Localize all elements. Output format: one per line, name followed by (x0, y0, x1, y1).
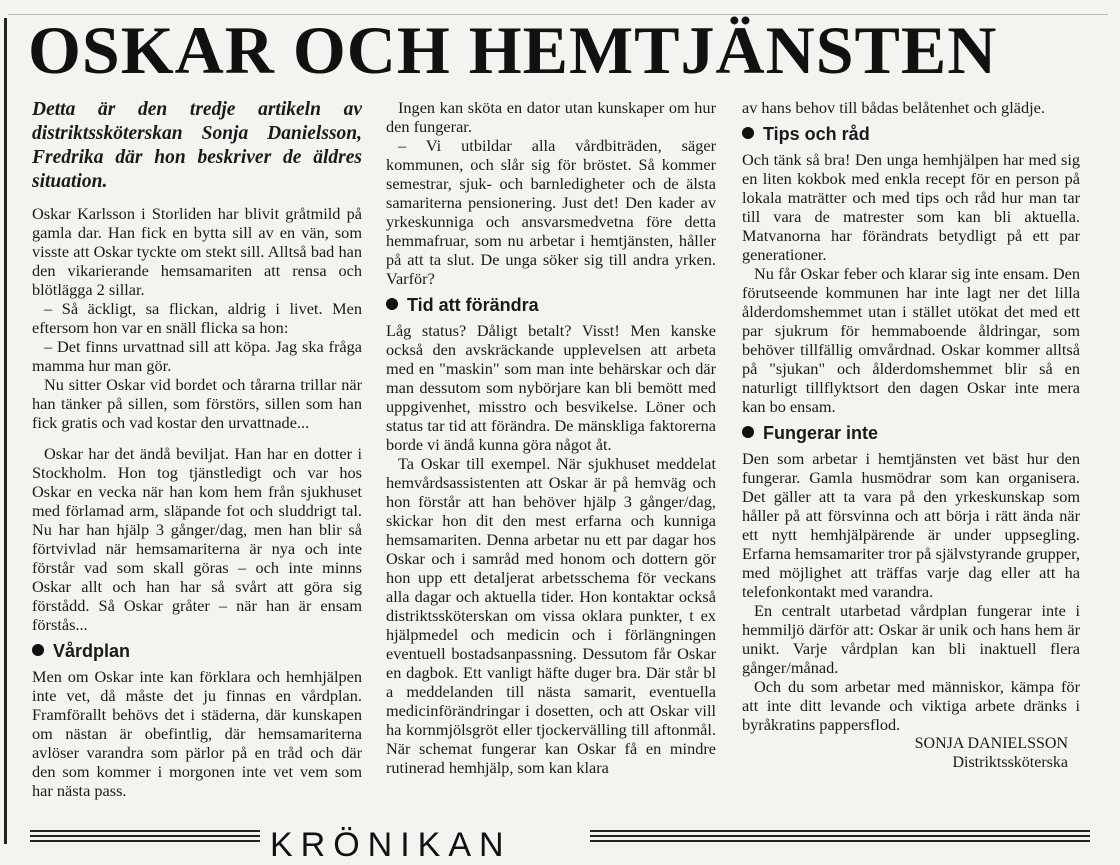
paragraph: – Det finns urvattnad sill att köpa. Jag ska fråga mamma hur man gör. (32, 337, 362, 375)
paragraph: Den som arbetar i hemtjänsten vet bäst hur den fungerar. Gamla husmödrar som kan organisera. Det gäller att ta vara på den yrkeskunskap som håller på att försvinna och att börja i rätt ända när ett nytt hemhjälpärende är under uppsegling. Erfarna hemsamariter tror på självstyrande grupper, med möjlighet att träffas varje dag eller att ha telefonkontakt med varandra. (742, 449, 1080, 601)
bullet-icon (386, 298, 398, 310)
subheading-tid-att-forandra (386, 294, 716, 316)
footer-rule (590, 830, 1090, 832)
paragraph: Låg status? Dåligt betalt? Visst! Men kanske också den avskräckande upplevelsen att arbeta med en "maskin" som man inte behärskar och där man dessutom som nybörjare kan bli bemött med uppgivenhet, misstro och besvikelse. Löner och status tar tid att förändra. De mänskliga faktorerna borde vi ändå kunna göra något åt. (386, 321, 716, 454)
paragraph: En centralt utarbetad vårdplan fungerar inte i hemmiljö därför att: Oskar är unik och hans hem är unikt. Varje vårdplan kan bli inaktuell flera gånger/månad. (742, 601, 1080, 677)
footer-rule (30, 840, 260, 842)
footer-rule (590, 835, 1090, 837)
column-1 (32, 98, 362, 800)
subheading-label: Fungerar inte (763, 423, 879, 443)
paragraph: Nu får Oskar feber och klarar sig inte ensam. Den förutseende kommunen har inte lagt ner det lilla ålderdomshemmet utan i stället utökat det med ett par sjukrum för hemmaboende åldringar, som behöver tillfällig omvårdnad. Oskar kommer alltså på "sjukan" och ålderdomshemmet blir så en naturligt tillflyktsort den dagen Oskar inte mera kan bo ensam. (742, 264, 1080, 416)
paragraph: av hans behov till bådas belåtenhet och glädje. (742, 98, 1045, 117)
bullet-icon (742, 426, 754, 438)
paragraph: Nu sitter Oskar vid bordet och tårarna trillar när han tänker på sillen, som förstörs, sillen som han fick gratis och vad kostar den urvattnade... (32, 375, 362, 432)
footer-banner-text: KRÖNIKAN (270, 826, 512, 864)
paragraph: Ingen kan sköta en dator utan kunskaper om hur den fungerar. (386, 98, 716, 136)
paragraph: Och tänk så bra! Den unga hemhjälpen har med sig en liten kokbok med enkla recept för en person på lokala maträtter och med tips och råd hur man tar till vara de matrester som kan bli aktuella. Matvanorna har förändrats betydligt på ett par generationer. (742, 150, 1080, 264)
article-lead: Detta är den tredje artikeln av distriktssköterskan Sonja Danielsson, Fredrika där hon beskriver de äldres situation. (32, 99, 362, 192)
bullet-icon (32, 644, 44, 656)
subheading-label: Tips och råd (763, 124, 870, 144)
article-headline: OSKAR OCH HEMTJÄNSTEN (28, 12, 998, 88)
subheading-label: Tid att förändra (407, 295, 539, 315)
paragraph: – Så äckligt, sa flickan, aldrig i livet. Men eftersom hon var en snäll flicka sa hon: (32, 299, 362, 337)
subheading-tips-och-rad (742, 123, 1080, 145)
paragraph: Ta Oskar till exempel. När sjukhuset meddelat hemvårdsassistenten att Oskar är på hemväg och hon förstår att han behöver hjälp 3 gånger/dag, skickar hon dit den mest erfarna och kunniga hemsamariten. Denna arbetar nu ett par dagar hos Oskar och i samråd med honom och dottern gör hon upp ett detaljerat arbetsschema för veckans alla dagar och aktuella tider. Hon kontaktar också distriktssköterskan om vissa oklara punkter, t ex hjälpmedel och medicin och i förlängningen eventuell bostadsanpassning. Dessutom får Oskar en dagbok. Ett vanligt häfte duger bra. Där står bl a meddelanden till nästa samarit, eventuella medicinförändringar i dosetten, och att Oskar vill ha kornmjölsgröt eller tjockervälling till aftonmål. När schemat fungerar kan Oskar få en mindre rutinerad hemhjälp, som kan klara (386, 454, 716, 777)
bullet-icon (742, 127, 754, 139)
signature-name: SONJA DANIELSSON (914, 735, 1068, 752)
paragraph: Oskar har det ändå beviljat. Han har en dotter i Stockholm. Hon tog tjänstledigt och var hos Oskar en vecka när han kom hem från sjukhuset med förlamad arm, släpande fot och sluddrigt tal. Nu har han hjälp 3 gånger/dag, men han blir så förtvivlad när hemsamariterna är nya och inte förstår vad som skall göras – och inte minns Oskar allt och han har så svårt att göra sig förstådd. Så Oskar gråter – när han är ensam förstås... (32, 444, 362, 634)
column-2 (386, 98, 716, 777)
signature-title: Distriktssköterska (952, 754, 1068, 771)
subheading-vardplan (32, 640, 362, 662)
left-border-rule (4, 18, 7, 844)
paragraph: Men om Oskar inte kan förklara och hemhjälpen inte vet, då måste det ju finnas en vårdplan. Framförallt behövs det i städerna, där kunskapen om nästan är obefintlig, där hemsamariterna avlöser varandra som pärlor på en tråd och där den som kommer i morgonen inte vet vem som har nästa pass. (32, 667, 362, 800)
subheading-label: Vårdplan (53, 641, 131, 661)
paragraph: Och du som arbetar med människor, kämpa för att inte ditt levande och viktiga arbete dränks i byråkratins pappersflod. (742, 677, 1080, 734)
paragraph-gap (32, 432, 362, 444)
footer-rule (590, 840, 1090, 842)
paragraph: – Vi utbildar alla vårdbiträden, säger kommunen, och slår sig för bröstet. Så kommer semestrar, sjuk- och barnledigheter och de älsta samariterna pensionering. Just det! Den kader av yrkeskunniga och ansvarsmedvetna före detta hemmafruar, som nu arbetar i hemtjänsten, håller på att ta slut. De unga söker sig till andra yrken. Varför? (386, 136, 716, 288)
paragraph: Oskar Karlsson i Storliden har blivit gråtmild på gamla dar. Han fick en bytta sill av en vän, som visste att Oskar tyckte om stekt sill. Alltså bad han den vikarierande hemsamariten att rensa och blötlägga 2 sillar. (32, 204, 362, 299)
column-3 (742, 98, 1080, 772)
footer-rule (30, 835, 260, 837)
footer-rule (30, 830, 260, 832)
footer-banner (30, 824, 1090, 864)
subheading-fungerar-inte (742, 422, 1080, 444)
